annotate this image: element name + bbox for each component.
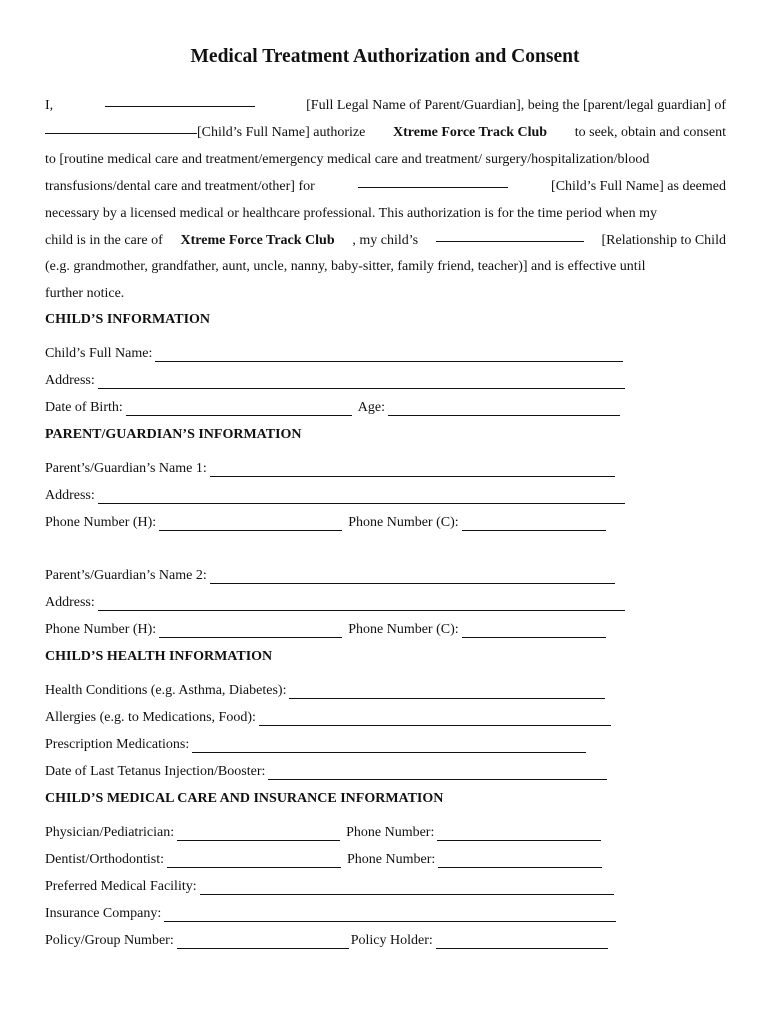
- intro-text: to seek, obtain and consent: [574, 124, 726, 140]
- intro-text: transfusions/dental care and treatment/other] for: [45, 178, 315, 194]
- intro-text: I,: [45, 98, 54, 113]
- child-address-field[interactable]: [98, 375, 625, 389]
- parent1-phone-row: [45, 515, 606, 531]
- dentist-label: Dentist/Orthodontist:: [45, 852, 164, 867]
- section-heading-medical-insurance: CHILD’S MEDICAL CARE AND INSURANCE INFORMATION: [45, 791, 444, 806]
- intro-text: [Full Legal Name of Parent/Guardian], being the [parent/legal guardian] of: [306, 98, 726, 113]
- physician-field[interactable]: [177, 827, 340, 841]
- parent1-phone-cell-field[interactable]: [462, 517, 606, 531]
- physician-label: Physician/Pediatrician:: [45, 825, 175, 840]
- parent1-address-field[interactable]: [98, 490, 625, 504]
- address-label: Address:: [45, 373, 95, 388]
- club-name: Xtreme Force Track Club: [393, 124, 548, 140]
- insurance-label: Insurance Company:: [45, 906, 162, 921]
- allergies-field[interactable]: [259, 712, 611, 726]
- child-name-blank[interactable]: [45, 120, 197, 134]
- phone-number-label: Phone Number:: [346, 825, 435, 840]
- dob-label: Date of Birth:: [45, 400, 123, 415]
- section-heading-health-info: CHILD’S HEALTH INFORMATION: [45, 649, 273, 664]
- child-name-label: Child’s Full Name:: [45, 346, 153, 361]
- dentist-field[interactable]: [167, 854, 341, 868]
- parent2-name-row: [45, 568, 615, 584]
- tetanus-label: Date of Last Tetanus Injection/Booster:: [45, 764, 266, 779]
- allergies-label: Allergies (e.g. to Medications, Food):: [45, 710, 256, 725]
- page-title: Medical Treatment Authorization and Consent: [190, 46, 580, 67]
- parent2-name-label: Parent’s/Guardian’s Name 2:: [45, 568, 207, 583]
- intro-text: further notice.: [45, 286, 125, 302]
- phone-home-label: Phone Number (H):: [45, 622, 157, 637]
- parent1-name-row: [45, 461, 615, 477]
- intro-text: child is in the care of: [45, 232, 163, 248]
- prescriptions-field[interactable]: [192, 739, 586, 753]
- tetanus-row: [45, 764, 607, 780]
- parent1-phone-home-field[interactable]: [159, 517, 342, 531]
- prescriptions-row: [45, 737, 586, 753]
- club-name: Xtreme Force Track Club: [180, 232, 335, 248]
- child-name-row: [45, 346, 623, 362]
- intro-text: [Child’s Full Name] as deemed: [551, 178, 726, 194]
- paragraph-line: [45, 120, 726, 147]
- prescriptions-label: Prescription Medications:: [45, 737, 190, 752]
- child-name-field[interactable]: [155, 348, 623, 362]
- address-label: Address:: [45, 488, 95, 503]
- parent2-address-row: [45, 595, 625, 611]
- relationship-blank[interactable]: [436, 228, 584, 242]
- phone-cell-label: Phone Number (C):: [348, 515, 459, 530]
- paragraph-line: [45, 228, 726, 255]
- allergies-row: [45, 710, 611, 726]
- intro-text: to [routine medical care and treatment/emergency medical care and treatment/ surgery/hospitalization/blood: [45, 151, 650, 167]
- intro-text: (e.g. grandmother, grandfather, aunt, uncle, nanny, baby-sitter, family friend, teacher)] and is effective until: [45, 259, 646, 275]
- tetanus-field[interactable]: [268, 766, 607, 780]
- insurance-row: [45, 906, 616, 922]
- phone-number-label: Phone Number:: [347, 852, 436, 867]
- parent2-phone-home-field[interactable]: [159, 624, 342, 638]
- section-heading-child-info: CHILD’S INFORMATION: [45, 312, 211, 327]
- facility-label: Preferred Medical Facility:: [45, 879, 197, 894]
- child-address-row: [45, 373, 625, 389]
- section-heading-parent-info: PARENT/GUARDIAN’S INFORMATION: [45, 427, 302, 442]
- physician-phone-field[interactable]: [437, 827, 601, 841]
- parent2-phone-row: [45, 622, 606, 638]
- parent1-name-label: Parent’s/Guardian’s Name 1:: [45, 461, 207, 476]
- paragraph-line: [45, 174, 726, 201]
- paragraph-line: [45, 254, 726, 281]
- health-conditions-label: Health Conditions (e.g. Asthma, Diabetes):: [45, 683, 287, 698]
- paragraph-line: [45, 147, 726, 174]
- parent2-name-field[interactable]: [210, 570, 615, 584]
- health-conditions-field[interactable]: [289, 685, 605, 699]
- dentist-phone-field[interactable]: [438, 854, 602, 868]
- phone-home-label: Phone Number (H):: [45, 515, 157, 530]
- paragraph-line: [45, 93, 726, 120]
- intro-text: [Relationship to Child: [601, 232, 726, 248]
- parent2-phone-cell-field[interactable]: [462, 624, 606, 638]
- facility-field[interactable]: [200, 881, 614, 895]
- policy-holder-field[interactable]: [436, 935, 608, 949]
- phone-cell-label: Phone Number (C):: [348, 622, 459, 637]
- policy-number-field[interactable]: [177, 935, 349, 949]
- policy-row: [45, 933, 608, 949]
- facility-row: [45, 879, 614, 895]
- health-conditions-row: [45, 683, 605, 699]
- physician-row: [45, 825, 601, 841]
- intro-text: necessary by a licensed medical or healthcare professional. This authorization is for the time period when my: [45, 205, 658, 221]
- guardian-name-blank[interactable]: [105, 93, 255, 107]
- dob-age-row: [45, 400, 620, 416]
- policy-holder-label: Policy Holder:: [350, 933, 433, 948]
- dentist-row: [45, 852, 602, 868]
- authorization-paragraph: [45, 93, 726, 308]
- dob-field[interactable]: [126, 402, 352, 416]
- paragraph-line: [45, 201, 726, 228]
- age-label: Age:: [357, 400, 385, 415]
- paragraph-line: [45, 281, 726, 308]
- intro-text: [Child’s Full Name] authorize: [197, 124, 366, 140]
- age-field[interactable]: [388, 402, 620, 416]
- address-label: Address:: [45, 595, 95, 610]
- insurance-field[interactable]: [164, 908, 616, 922]
- parent2-address-field[interactable]: [98, 597, 625, 611]
- child-name-blank[interactable]: [358, 174, 508, 188]
- parent1-name-field[interactable]: [210, 463, 615, 477]
- parent1-address-row: [45, 488, 625, 504]
- policy-number-label: Policy/Group Number:: [45, 933, 174, 948]
- intro-text: , my child’s: [352, 232, 419, 248]
